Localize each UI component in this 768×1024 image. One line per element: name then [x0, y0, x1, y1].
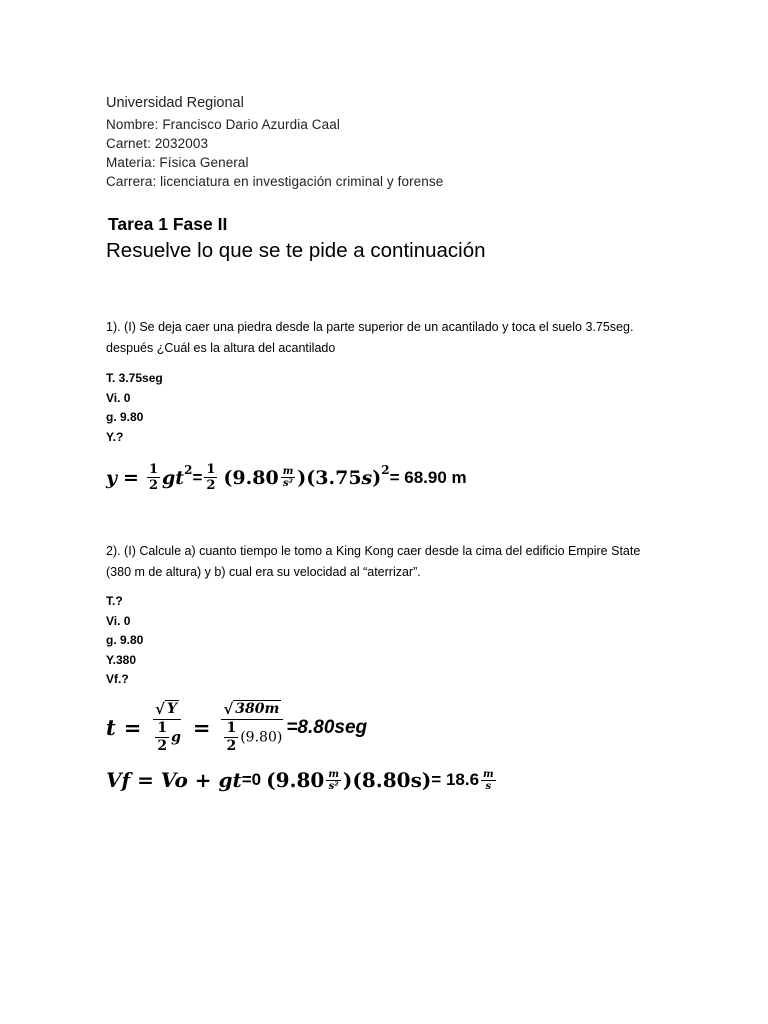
sqrt-icon: √ — [223, 700, 234, 718]
frac-num: m — [282, 466, 294, 477]
fraction-time-values — [220, 700, 284, 755]
frac-den — [151, 720, 183, 755]
eq-result: =8.80seg — [286, 716, 368, 738]
eq-paren: ) — [342, 768, 353, 792]
given-item: g. 9.80 — [106, 633, 144, 647]
sqrt-content: 380m — [235, 701, 280, 717]
eq-zero: =0 — [241, 770, 262, 789]
frac-num: m — [328, 768, 339, 780]
sqrt-content: Y — [167, 701, 178, 717]
question-1-statement: 1). (I) Se deja caer una piedra desde la parte superior de un acantilado y toca el suelo 3.75seg. después ¿Cuál es la altura del acantilado — [106, 320, 634, 355]
frac-den: 2 — [157, 738, 168, 754]
eq-result: = 68.90 m — [389, 467, 467, 487]
fraction-half — [224, 720, 238, 755]
eq-time: (3.75 — [306, 466, 362, 489]
eq-gravity: (9.80 — [266, 768, 325, 792]
frac-num: 1 — [226, 720, 237, 736]
question-2-velocity-equation — [106, 768, 498, 792]
eq-paren: ) — [297, 466, 307, 489]
eq-operator: = — [123, 466, 139, 489]
fraction-unit — [481, 769, 496, 792]
question-2-time-equation — [106, 700, 367, 755]
question-2-givens — [106, 592, 143, 690]
fraction-unit — [281, 466, 296, 489]
given-item: g. 9.80 — [106, 410, 144, 424]
student-carnet: Carnet: 2032003 — [106, 136, 209, 151]
eq-variable: Vf — [106, 768, 131, 792]
eq-gravity: (9.80 — [223, 466, 279, 489]
given-item: T.? — [106, 594, 123, 608]
frac-den: 2 — [206, 478, 216, 493]
sqrt-icon-group — [155, 700, 179, 718]
question-1-equation — [106, 462, 467, 493]
fraction-half — [155, 720, 169, 755]
eq-operator: = — [192, 715, 211, 740]
student-name: Nombre: Francisco Dario Azurdia Caal — [106, 117, 340, 132]
question-1-givens — [106, 369, 163, 447]
sqrt-icon: √ — [155, 700, 166, 718]
eq-gravity: (9.80) — [240, 729, 283, 746]
given-item: Y.? — [106, 429, 124, 444]
eq-result: = 18.6 — [431, 770, 480, 789]
given-item: T. 3.75seg — [106, 371, 163, 385]
frac-den: s² — [282, 478, 293, 489]
eq-variable: t — [106, 715, 116, 740]
frac-num — [221, 700, 283, 720]
frac-num: 1 — [148, 462, 159, 477]
subject-line: Materia: Física General — [106, 155, 249, 170]
university-name: Universidad Regional — [106, 95, 244, 111]
given-item: Vi. 0 — [106, 613, 131, 628]
eq-operator: = — [123, 715, 142, 740]
eq-variable: y — [106, 466, 118, 489]
frac-num — [153, 700, 181, 720]
frac-num: 1 — [157, 720, 168, 736]
fraction-unit — [326, 769, 341, 792]
given-item: Vf.? — [106, 672, 129, 686]
question-2-statement: 2). (I) Calcule a) cuanto tiempo le tomo a King Kong caer desde la cima del edificio Empire State (380 m de altura) y b) cual era su velocidad al “aterrizar”. — [106, 544, 641, 579]
eq-paren: ) — [372, 466, 382, 489]
eq-exponent: 2 — [184, 462, 193, 477]
eq-exponent: 2 — [381, 462, 390, 477]
fraction-half — [147, 462, 160, 493]
sqrt-icon-group — [223, 700, 281, 718]
fraction-half — [204, 462, 217, 493]
task-title: Tarea 1 Fase II — [108, 214, 228, 234]
eq-time-unit: s — [361, 466, 373, 489]
eq-gravity: g — [171, 729, 181, 746]
eq-formula: = Vo + gt — [130, 768, 242, 792]
frac-den: s² — [328, 780, 339, 792]
frac-den: 2 — [148, 478, 159, 493]
career-line: Carrera: licenciatura en investigación criminal y forense — [106, 174, 444, 189]
given-item: Vi. 0 — [106, 390, 131, 405]
eq-term: gt — [162, 466, 185, 489]
given-item: Y.380 — [106, 652, 137, 667]
page-subtitle: Resuelve lo que se te pide a continuación — [106, 239, 486, 262]
eq-time: (8.80s) — [352, 768, 432, 792]
fraction-time-formula — [151, 700, 183, 755]
frac-num: m — [483, 768, 494, 780]
frac-den: s — [485, 780, 492, 792]
frac-den: 2 — [226, 738, 237, 754]
frac-num: 1 — [206, 462, 216, 477]
frac-den — [220, 720, 284, 755]
eq-operator: = — [192, 467, 203, 487]
